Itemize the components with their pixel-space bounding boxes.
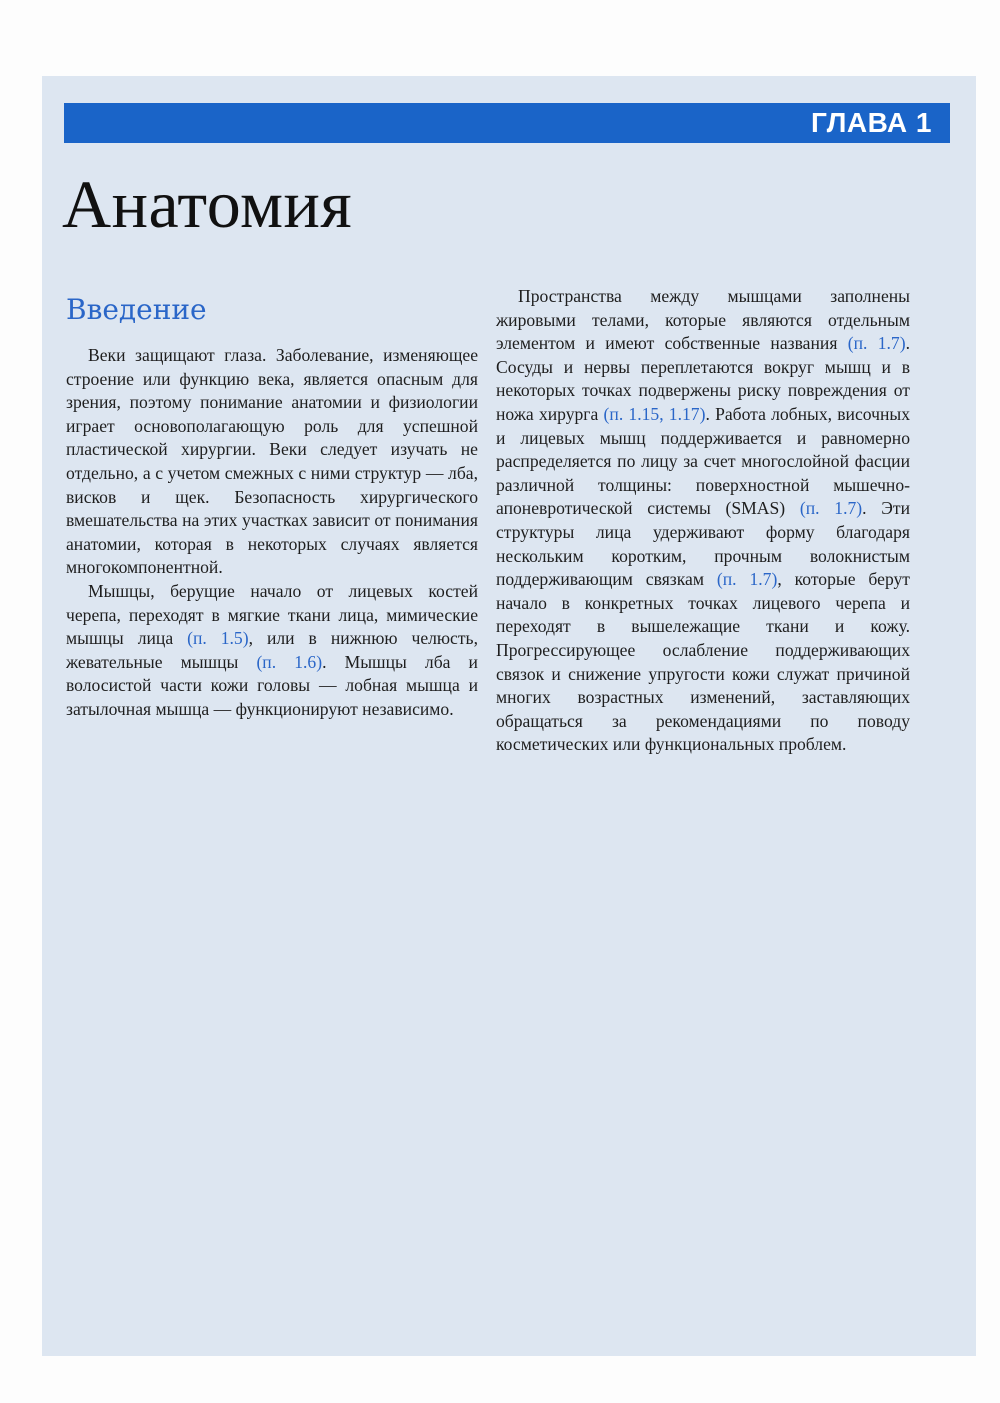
figure-reference-link[interactable]: (п. 1.6) bbox=[256, 651, 323, 672]
right-column bbox=[496, 285, 910, 757]
figure-reference-link[interactable]: (п. 1.7) bbox=[847, 333, 906, 354]
chapter-banner bbox=[64, 103, 950, 143]
paragraph-text: Пространства между мышцами заполнены жировыми телами, которые являются отдельным элементом и имеют собственные названия bbox=[496, 286, 910, 354]
chapter-label: ГЛАВА 1 bbox=[811, 107, 932, 138]
page-sheet bbox=[42, 76, 976, 1356]
figure-reference-link[interactable]: (п. 1.7) bbox=[799, 498, 863, 519]
paragraph-text: . Мышцы лба и волосистой части кожи головы — лобная мышца и затылочная мышца — функционируют независимо. bbox=[66, 651, 478, 719]
paragraph-text: . Работа лобных, височных и лицевых мышц поддерживается и равномерно распределяется по лицу за счет многослойной фасции различной толщины: поверхностной мышечно-апоневротической системы (SMAS) bbox=[496, 403, 911, 519]
paragraph-text: , или в нижнюю челюсть, жевательные мышцы bbox=[66, 628, 478, 672]
figure-reference-link[interactable]: (п. 1.7) bbox=[716, 569, 778, 590]
figure-reference-link[interactable]: (п. 1.15, 1.17) bbox=[603, 403, 706, 424]
page-title: Анатомия bbox=[62, 166, 353, 242]
section-heading: Введение bbox=[66, 293, 207, 326]
paragraph-intro: Веки защищают глаза. Заболевание, изменяющее строение или функцию века, является опасным для зрения, поэтому понимание анатомии и физиологии играет основополагающую роль для успешной пластической хирургии. Веки следует изучать не отдельно, а с учетом смежных с ними структур — лба, висков и щек. Безопасность хирургического вмешательства на этих участках зависит от понимания анатомии, которая в некоторых случаях является многокомпонентной. bbox=[66, 345, 478, 578]
figure-reference-link[interactable]: (п. 1.5) bbox=[187, 628, 249, 649]
paragraph-spaces bbox=[496, 285, 910, 757]
paragraph-text: Мышцы, берущие начало от лицевых костей черепа, переходят в мягкие ткани лица, мимические мышцы лица bbox=[66, 580, 478, 649]
paragraph-text: . Эти структуры лица удерживают форму благодаря нескольким коротким, прочным волокнистым поддерживающим связкам bbox=[496, 498, 911, 590]
paragraph-text: , которые берут начало в конкретных точках лицевого черепа и переходят в вышележащие ткани и кожу. Прогрессирующее ослабление поддерживающих связок и снижение упругости кожи служат причиной многих возрастных изменений, заставляющих обращаться за рекомендациями по поводу косметических или функциональных проблем. bbox=[496, 569, 910, 755]
left-column bbox=[66, 344, 478, 722]
paragraph-text: . Сосуды и нервы переплетаются вокруг мышц и в некоторых точках подвержены риску повреждения от ножа хирурга bbox=[496, 333, 910, 424]
paragraph-muscles bbox=[66, 580, 478, 722]
